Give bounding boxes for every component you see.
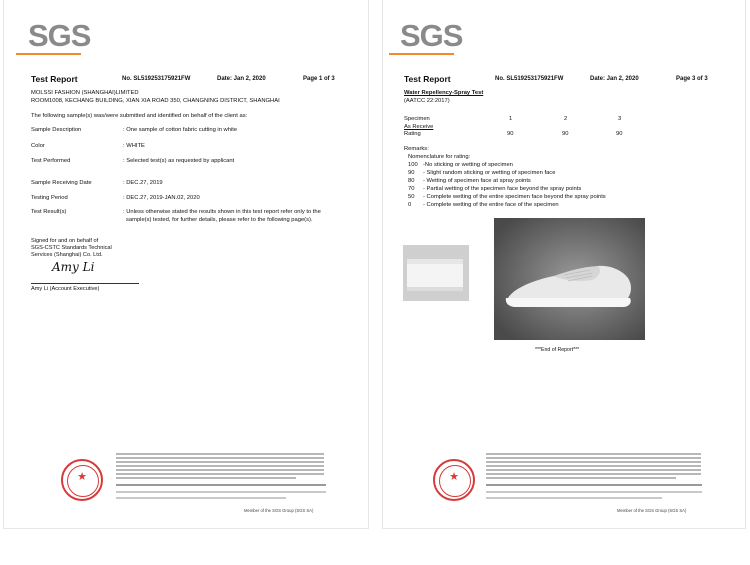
field-label: Testing Period xyxy=(31,195,68,201)
field-label: Test Performed xyxy=(31,158,71,164)
logo-accent-bar xyxy=(389,53,454,55)
signature-line xyxy=(31,283,139,284)
field-value: : Selected test(s) as requested by applicant xyxy=(123,158,235,164)
end-of-report: ***End of Report*** xyxy=(535,347,580,353)
report-number: No. SL519253175921FW xyxy=(495,76,564,82)
scale-score: 100 xyxy=(408,162,418,168)
report-title: Test Report xyxy=(404,74,451,84)
signed-line-1: Signed for and on behalf of xyxy=(31,238,99,244)
scale-score: 0 xyxy=(408,202,412,208)
member-text: Member of the SGS Group (SGS SA) xyxy=(244,508,314,513)
signer-name: Amy Li (Account Executive) xyxy=(31,286,100,292)
member-text: Member of the SGS Group (SGS SA) xyxy=(617,508,687,513)
report-page-1 xyxy=(4,0,368,528)
remarks-heading: Remarks: xyxy=(404,146,429,152)
fabric-sample-photo xyxy=(403,245,469,301)
specimen-number: 3 xyxy=(618,116,622,122)
scale-score: 80 xyxy=(408,178,415,184)
field-value: : DEC.27, 2019-JAN.02, 2020 xyxy=(123,195,200,201)
scale-text: - Complete wetting of the entire face of the specimen xyxy=(423,202,559,208)
rating-value: 90 xyxy=(562,131,569,137)
report-page-3 xyxy=(383,0,745,528)
scale-text: - Complete wetting of the entire specimen face beyond the spray points xyxy=(423,194,606,200)
report-date: Date: Jan 2, 2020 xyxy=(217,76,266,82)
handwritten-signature: Amy Li xyxy=(52,260,95,274)
scale-score: 50 xyxy=(408,194,415,200)
report-date: Date: Jan 2, 2020 xyxy=(590,76,639,82)
report-title: Test Report xyxy=(31,74,78,84)
rating-label: Rating xyxy=(404,131,421,137)
field-value: : DEC.27, 2019 xyxy=(123,180,163,186)
signed-line-2: SGS-CSTC Standards Technical xyxy=(31,245,112,251)
page-number: Page 1 of 3 xyxy=(303,76,335,82)
rating-value: 90 xyxy=(507,131,514,137)
client-name: MOLSSI FASHION (SHANGHAI)LIMITED xyxy=(31,90,139,96)
scale-text: - Slight random sticking or wetting of specimen face xyxy=(423,170,556,176)
field-label: Color xyxy=(31,143,45,149)
field-value: : WHITE xyxy=(123,143,145,149)
page-number: Page 3 of 3 xyxy=(676,76,708,82)
result-label: Test Result(s) xyxy=(31,209,67,215)
field-value: : One sample of cotton fabric cutting in white xyxy=(123,127,238,133)
scale-score: 90 xyxy=(408,170,415,176)
nomenclature-heading: Nomenclature for rating: xyxy=(408,154,471,160)
client-address: ROOM1008, KECHANG BUILDING, XIAN XIA ROAD 350, CHANGNING DISTRICT, SHANGHAI xyxy=(31,98,280,104)
sgs-logo: SGS xyxy=(28,18,91,53)
rating-value: 90 xyxy=(616,131,623,137)
result-text: : Unless otherwise stated the results shown in this test report refer only to the xyxy=(123,209,321,215)
sgs-logo: SGS xyxy=(400,18,463,53)
field-label: Sample Receiving Date xyxy=(31,180,92,186)
as-receive-label: As Receive xyxy=(404,124,434,130)
report-number: No. SL519253175921FW xyxy=(122,76,191,82)
scale-score: 70 xyxy=(408,186,415,192)
shoe-sample-photo xyxy=(494,218,645,340)
logo-accent-bar xyxy=(16,53,81,55)
field-label: Sample Description xyxy=(31,127,82,133)
signed-line-3: Services (Shanghai) Co. Ltd. xyxy=(31,252,103,258)
scale-text: -No sticking or wetting of specimen xyxy=(423,162,513,168)
test-method: (AATCC 22:2017) xyxy=(404,98,450,104)
intro-text: The following sample(s) was/were submitted and identified on behalf of the client as: xyxy=(31,113,248,119)
test-name: Water Repellency-Spray Test xyxy=(404,90,484,96)
result-text-cont: sample(s) tested, for further details, please refer to the following page(s). xyxy=(126,217,313,223)
specimen-number: 2 xyxy=(564,116,568,122)
scale-text: - Wetting of specimen face at spray points xyxy=(423,178,531,184)
company-seal: ★ xyxy=(433,459,475,501)
specimen-number: 1 xyxy=(509,116,513,122)
company-seal: ★ xyxy=(61,459,103,501)
scale-text: - Partial wetting of the specimen face beyond the spray points xyxy=(423,186,582,192)
specimen-label: Specimen xyxy=(404,116,430,122)
